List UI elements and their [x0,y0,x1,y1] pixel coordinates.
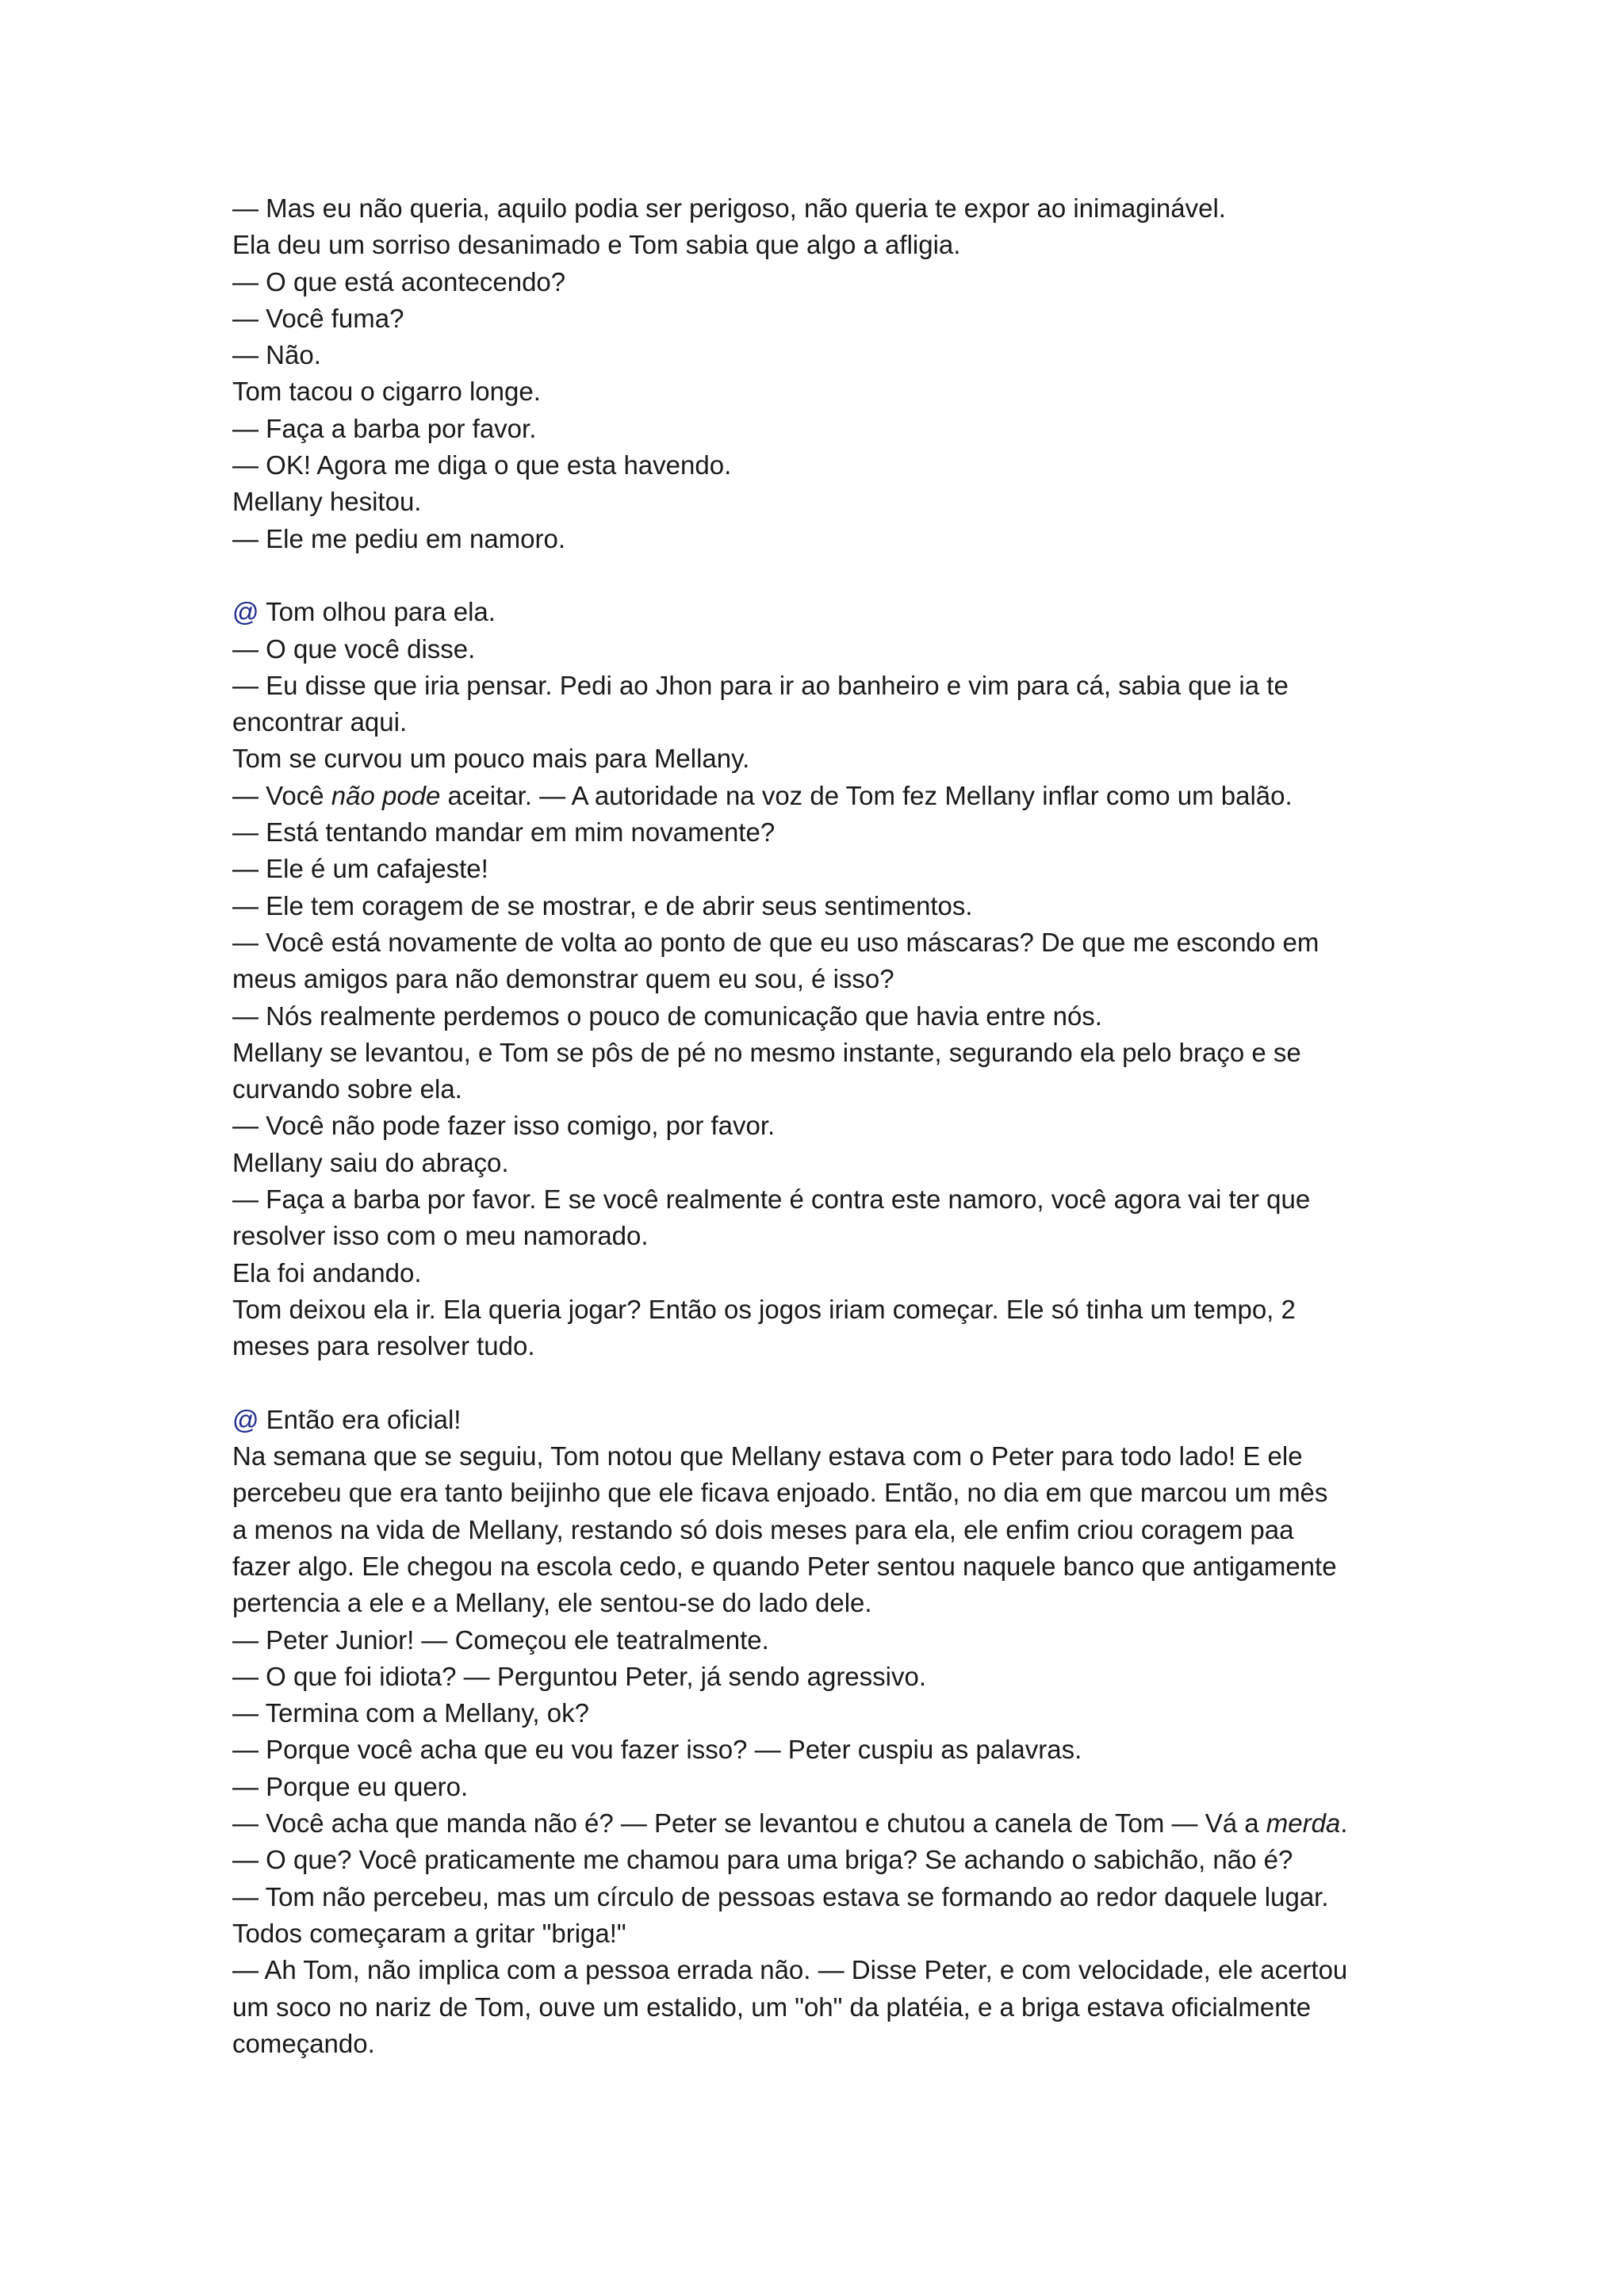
section-marker: @ [232,597,259,627]
paragraph-line: — O que? Você praticamente me chamou para uma briga? Se achando o sabichão, não é? [232,1845,1293,1875]
paragraph-line: Ela foi andando. [232,1257,422,1288]
paragraph-line: — OK! Agora me diga o que esta havendo. [232,450,732,480]
section-start-line [232,594,1398,630]
paragraph-line: — Peter Junior! — Começou ele teatralmente. [232,1624,769,1655]
paragraph-line: pertencia a ele e a Mellany, ele sentou-se do lado dele. [232,1588,872,1618]
paragraph-line: — Faça a barba por favor. E se você realmente é contra este namoro, você agora vai ter que [232,1184,1311,1215]
paragraph-text: . [1340,1808,1348,1839]
paragraph-line: curvando sobre ela. [232,1074,462,1104]
paragraph-line: Mellany saiu do abraço. [232,1147,509,1177]
paragraph-line: — Ele é um cafajeste! [232,854,488,884]
paragraph-line: Tom tacou o cigarro longe. [232,377,541,407]
paragraph-line: Ela deu um sorriso desanimado e Tom sabia que algo a afligia. [232,230,961,260]
italic-text: não pode [331,780,441,810]
paragraph-line: Mellany se levantou, e Tom se pôs de pé no mesmo instante, segurando ela pelo braço e se [232,1037,1301,1067]
paragraph-line: Mellany hesitou. [232,487,422,517]
paragraph-line: — Você não pode fazer isso comigo, por favor. [232,1111,776,1141]
paragraph-text: — Você [232,780,331,810]
paragraph-line: — Está tentando mandar em mim novamente? [232,817,776,848]
paragraph-text: — Você acha que manda não é? — Peter se levantou e chutou a canela de Tom — Vá a [232,1808,1266,1839]
paragraph-text: Então era oficial! [266,1404,462,1434]
body-text [232,190,1398,2062]
paragraph-text: Tom olhou para ela. [266,597,496,627]
paragraph-line: Todos começaram a gritar "briga!" [232,1918,626,1948]
paragraph-line: — Você está novamente de volta ao ponto de que eu uso máscaras? De que me escondo em [232,927,1320,957]
section-marker: @ [232,1404,259,1434]
paragraph-line: meus amigos para não demonstrar quem eu sou, é isso? [232,964,894,994]
paragraph-line: percebeu que era tanto beijinho que ele ficava enjoado. Então, no dia em que marcou um mês [232,1478,1328,1508]
paragraph-line: Na semana que se seguiu, Tom notou que Mellany estava com o Peter para todo lado! E ele [232,1441,1303,1471]
italic-text: merda [1266,1808,1341,1839]
paragraph-line: — Faça a barba por favor. [232,413,537,443]
paragraph-line: meses para resolver tudo. [232,1331,535,1361]
paragraph-line: encontrar aqui. [232,707,408,737]
paragraph-line: — Eu disse que iria pensar. Pedi ao Jhon para ir ao banheiro e vim para cá, sabia que ia te [232,670,1289,700]
paragraph-line: — O que foi idiota? — Perguntou Peter, já sendo agressivo. [232,1661,927,1691]
paragraph-line: — Não. [232,340,321,370]
paragraph-line: — Porque você acha que eu vou fazer isso? — Peter cuspiu as palavras. [232,1735,1082,1765]
section-start-line [232,1402,1398,1438]
paragraph-text: aceitar. — A autoridade na voz de Tom fez Mellany inflar como um balão. [440,780,1293,810]
paragraph-line: — Ah Tom, não implica com a pessoa errada não. — Disse Peter, e com velocidade, ele acertou [232,1955,1348,1985]
paragraph-line: Tom deixou ela ir. Ela queria jogar? Então os jogos iriam começar. Ele só tinha um tempo, 2 [232,1294,1296,1324]
paragraph-line: um soco no nariz de Tom, ouve um estalido, um "oh" da platéia, e a briga estava oficialmente [232,1992,1312,2022]
paragraph-line: — Termina com a Mellany, ok? [232,1698,589,1728]
paragraph-line: a menos na vida de Mellany, restando só dois meses para ela, ele enfim criou coragem paa [232,1514,1294,1544]
paragraph-line: Tom se curvou um pouco mais para Mellany. [232,744,750,774]
paragraph-line: — Porque eu quero. [232,1771,469,1801]
blank-line [232,1365,1398,1402]
paragraph-line: — Você fuma? [232,303,404,333]
paragraph-line: — O que você disse. [232,633,476,664]
paragraph-line: resolver isso com o meu namorado. [232,1221,649,1251]
paragraph-line: — Ele me pediu em namoro. [232,523,566,553]
paragraph-line [232,778,1398,814]
paragraph-line [232,1805,1398,1842]
paragraph-line: começando. [232,2028,375,2058]
paragraph-line: fazer algo. Ele chegou na escola cedo, e quando Peter sentou naquele banco que antigamente [232,1551,1337,1581]
paragraph-line: — O que está acontecendo? [232,266,566,297]
blank-line [232,557,1398,594]
paragraph-line: — Mas eu não queria, aquilo podia ser perigoso, não queria te expor ao inimaginável. [232,193,1226,223]
paragraph-line: — Ele tem coragem de se mostrar, e de abrir seus sentimentos. [232,890,973,920]
paragraph-line: — Nós realmente perdemos o pouco de comunicação que havia entre nós. [232,1001,1102,1031]
paragraph-line: — Tom não percebeu, mas um círculo de pessoas estava se formando ao redor daquele lugar. [232,1881,1329,1911]
